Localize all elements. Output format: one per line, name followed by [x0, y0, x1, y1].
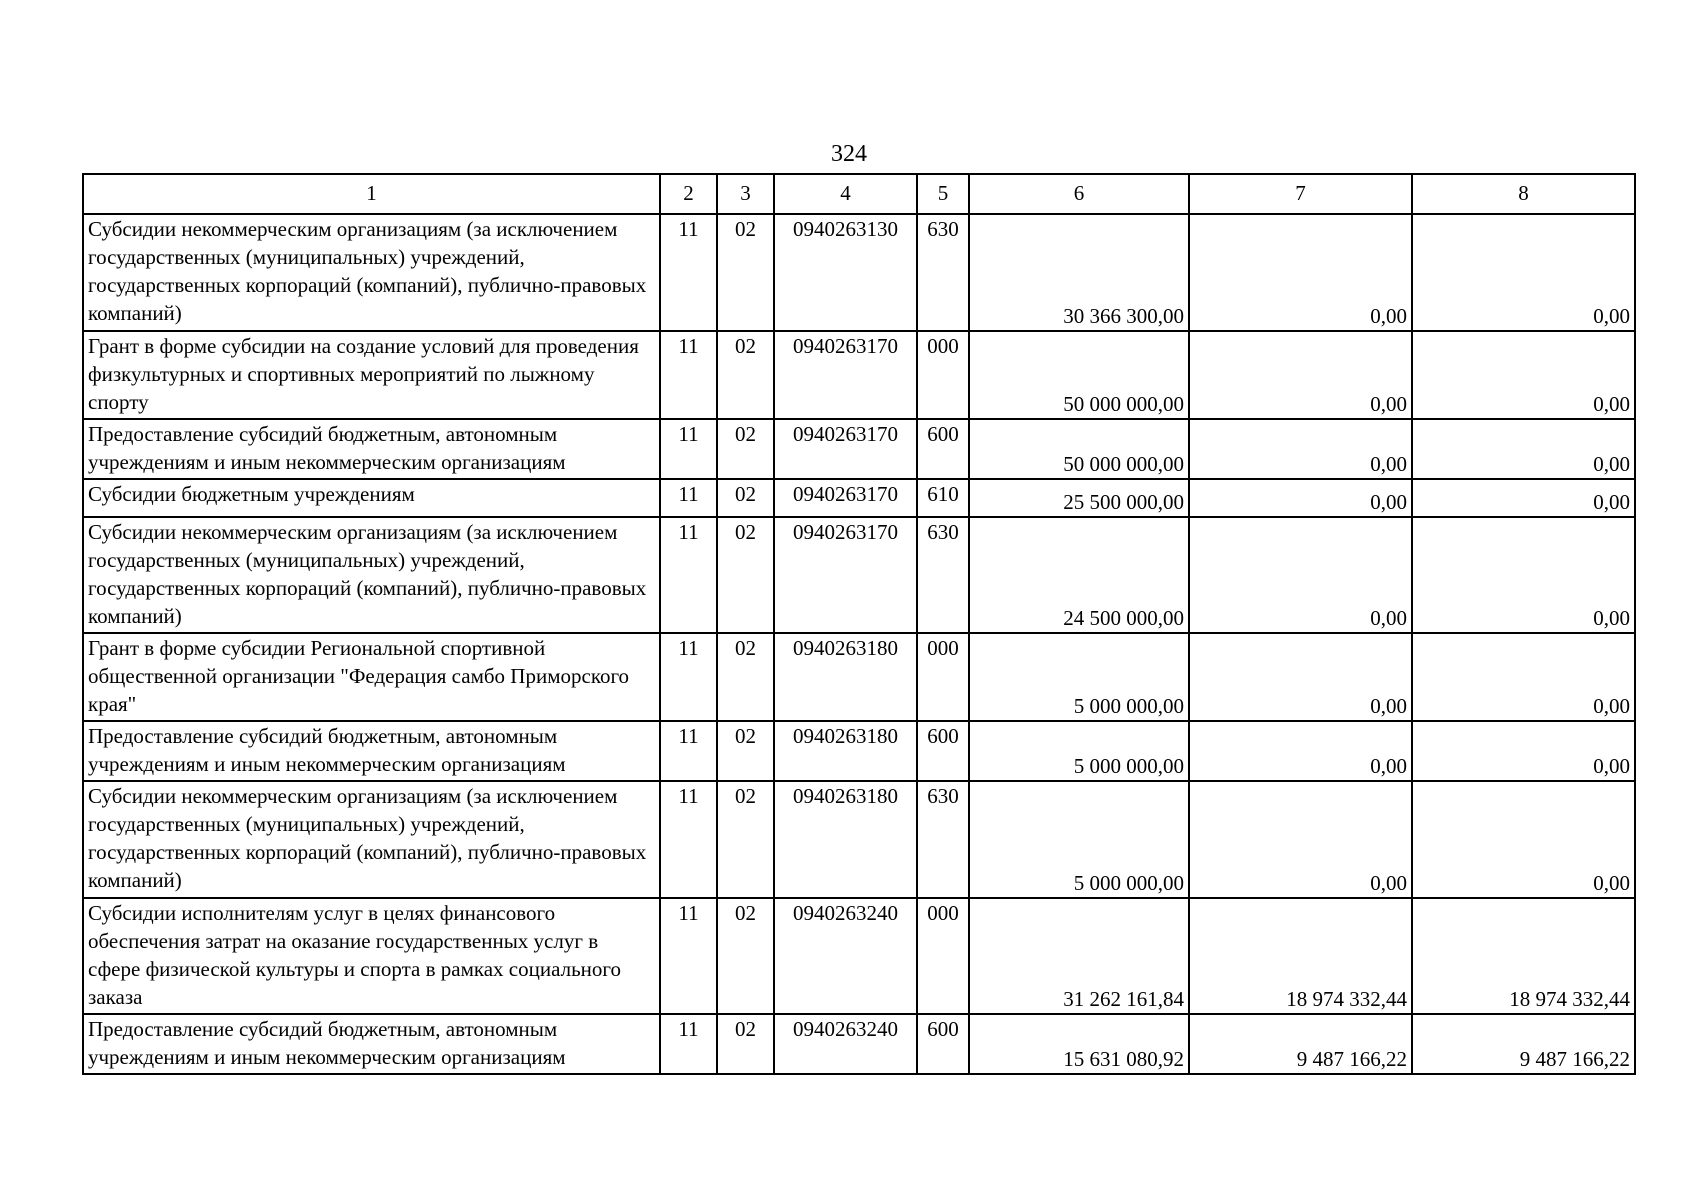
table-row [83, 721, 1635, 781]
amount-col8: 0,00 [1412, 214, 1635, 331]
column-header: 1 [83, 174, 660, 214]
target-code: 0940263180 [774, 781, 917, 898]
amount-col6: 50 000 000,00 [969, 331, 1189, 419]
expense-type-code: 000 [917, 633, 969, 721]
row-name: Грант в форме субсидии на создание условий для проведения физкультурных и спортивных мероприятий по лыжному спорту [83, 331, 660, 419]
expense-type-code: 600 [917, 721, 969, 781]
header-row [83, 174, 1635, 214]
row-name: Субсидии бюджетным учреждениям [83, 479, 660, 517]
target-code: 0940263170 [774, 331, 917, 419]
table-row [83, 781, 1635, 898]
section-code: 11 [660, 479, 717, 517]
expense-type-code: 630 [917, 517, 969, 633]
section-code: 11 [660, 1014, 717, 1074]
expense-type-code: 600 [917, 1014, 969, 1074]
amount-col6: 25 500 000,00 [969, 479, 1189, 517]
section-code: 11 [660, 721, 717, 781]
row-name: Предоставление субсидий бюджетным, автономным учреждениям и иным некоммерческим организациям [83, 721, 660, 781]
column-header: 7 [1189, 174, 1412, 214]
amount-col8: 0,00 [1412, 781, 1635, 898]
target-code: 0940263240 [774, 1014, 917, 1074]
section-code: 11 [660, 419, 717, 479]
amount-col7: 0,00 [1189, 479, 1412, 517]
page-number: 324 [831, 141, 867, 167]
section-code: 11 [660, 898, 717, 1014]
table-row [83, 479, 1635, 517]
table-row [83, 419, 1635, 479]
subsection-code: 02 [717, 331, 774, 419]
row-name: Грант в форме субсидии Региональной спортивной общественной организации "Федерация самбо Приморского края" [83, 633, 660, 721]
subsection-code: 02 [717, 721, 774, 781]
amount-col7: 0,00 [1189, 419, 1412, 479]
target-code: 0940263170 [774, 419, 917, 479]
section-code: 11 [660, 331, 717, 419]
target-code: 0940263130 [774, 214, 917, 331]
amount-col7: 18 974 332,44 [1189, 898, 1412, 1014]
table-row [83, 517, 1635, 633]
expense-type-code: 610 [917, 479, 969, 517]
section-code: 11 [660, 214, 717, 331]
column-header: 2 [660, 174, 717, 214]
subsection-code: 02 [717, 517, 774, 633]
amount-col6: 24 500 000,00 [969, 517, 1189, 633]
amount-col8: 0,00 [1412, 331, 1635, 419]
column-header: 8 [1412, 174, 1635, 214]
row-name: Субсидии исполнителям услуг в целях финансового обеспечения затрат на оказание государственных услуг в сфере физической культуры и спорта в рамках социального заказа [83, 898, 660, 1014]
column-header: 5 [917, 174, 969, 214]
subsection-code: 02 [717, 479, 774, 517]
amount-col6: 5 000 000,00 [969, 721, 1189, 781]
expense-type-code: 000 [917, 331, 969, 419]
subsection-code: 02 [717, 1014, 774, 1074]
amount-col7: 0,00 [1189, 214, 1412, 331]
amount-col6: 5 000 000,00 [969, 781, 1189, 898]
target-code: 0940263170 [774, 517, 917, 633]
amount-col6: 50 000 000,00 [969, 419, 1189, 479]
table-row [83, 331, 1635, 419]
table-row [83, 1014, 1635, 1074]
row-name: Субсидии некоммерческим организациям (за исключением государственных (муниципальных) учреждений, государственных корпораций (компаний), публично-правовых компаний) [83, 781, 660, 898]
section-code: 11 [660, 517, 717, 633]
target-code: 0940263180 [774, 721, 917, 781]
subsection-code: 02 [717, 214, 774, 331]
amount-col8: 0,00 [1412, 721, 1635, 781]
amount-col7: 0,00 [1189, 331, 1412, 419]
amount-col8: 18 974 332,44 [1412, 898, 1635, 1014]
section-code: 11 [660, 781, 717, 898]
row-name: Предоставление субсидий бюджетным, автономным учреждениям и иным некоммерческим организациям [83, 419, 660, 479]
amount-col7: 0,00 [1189, 781, 1412, 898]
row-name: Субсидии некоммерческим организациям (за исключением государственных (муниципальных) учреждений, государственных корпораций (компаний), публично-правовых компаний) [83, 214, 660, 331]
table-row [83, 633, 1635, 721]
subsection-code: 02 [717, 419, 774, 479]
subsection-code: 02 [717, 633, 774, 721]
amount-col6: 5 000 000,00 [969, 633, 1189, 721]
table-row [83, 898, 1635, 1014]
target-code: 0940263170 [774, 479, 917, 517]
amount-col6: 31 262 161,84 [969, 898, 1189, 1014]
table-row [83, 214, 1635, 331]
expense-type-code: 630 [917, 781, 969, 898]
amount-col6: 30 366 300,00 [969, 214, 1189, 331]
row-name: Предоставление субсидий бюджетным, автономным учреждениям и иным некоммерческим организациям [83, 1014, 660, 1074]
column-header: 6 [969, 174, 1189, 214]
subsection-code: 02 [717, 781, 774, 898]
target-code: 0940263240 [774, 898, 917, 1014]
amount-col8: 0,00 [1412, 517, 1635, 633]
amount-col8: 0,00 [1412, 419, 1635, 479]
target-code: 0940263180 [774, 633, 917, 721]
amount-col7: 0,00 [1189, 721, 1412, 781]
column-header: 3 [717, 174, 774, 214]
row-name: Субсидии некоммерческим организациям (за исключением государственных (муниципальных) учреждений, государственных корпораций (компаний), публично-правовых компаний) [83, 517, 660, 633]
column-header: 4 [774, 174, 917, 214]
expense-type-code: 600 [917, 419, 969, 479]
amount-col8: 0,00 [1412, 479, 1635, 517]
amount-col7: 0,00 [1189, 633, 1412, 721]
amount-col8: 9 487 166,22 [1412, 1014, 1635, 1074]
amount-col7: 0,00 [1189, 517, 1412, 633]
budget-table [82, 173, 1636, 1075]
amount-col7: 9 487 166,22 [1189, 1014, 1412, 1074]
amount-col6: 15 631 080,92 [969, 1014, 1189, 1074]
expense-type-code: 630 [917, 214, 969, 331]
amount-col8: 0,00 [1412, 633, 1635, 721]
subsection-code: 02 [717, 898, 774, 1014]
expense-type-code: 000 [917, 898, 969, 1014]
section-code: 11 [660, 633, 717, 721]
